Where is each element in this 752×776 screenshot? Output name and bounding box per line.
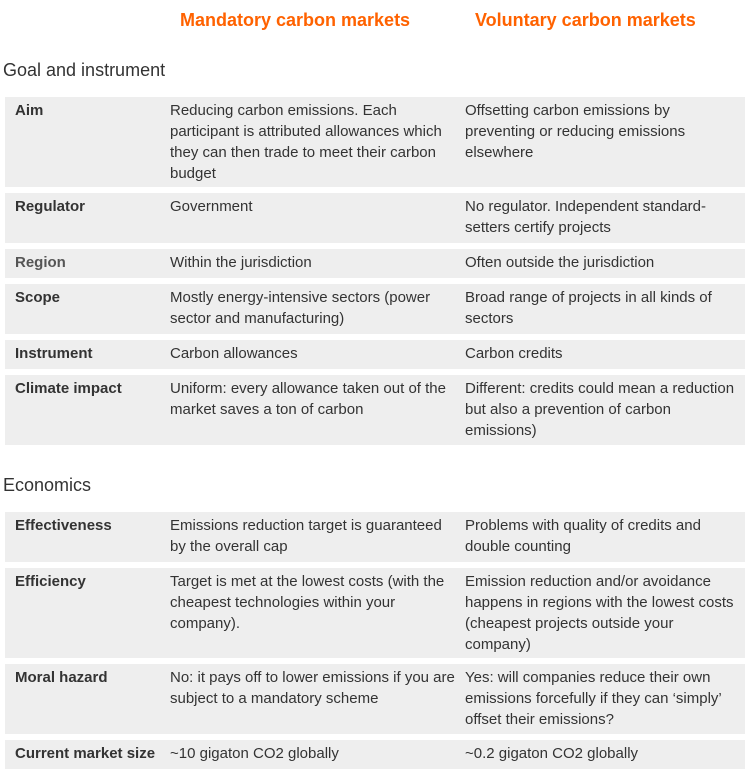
row-label: Region <box>15 254 66 271</box>
voluntary-cell: No regulator. Independent standard-setters certify projects <box>465 198 707 236</box>
table-row <box>5 97 745 187</box>
economics-table <box>5 512 745 775</box>
goal-table <box>5 97 745 451</box>
voluntary-cell: Yes: will companies reduce their own emissions forcefully if they can ‘simply’ offset their emissions? <box>465 669 722 728</box>
voluntary-cell: Different: credits could mean a reduction but also a prevention of carbon emissions) <box>465 380 735 439</box>
table-row <box>5 249 745 278</box>
mandatory-cell: Target is met at the lowest costs (with the cheapest technologies within your company). <box>170 573 445 632</box>
mandatory-cell: Mostly energy-intensive sectors (power sector and manufacturing) <box>170 289 431 327</box>
mandatory-cell: Uniform: every allowance taken out of the market saves a ton of carbon <box>170 380 446 418</box>
row-label: Instrument <box>15 345 93 362</box>
table-row <box>5 340 745 369</box>
column-header-voluntary: Voluntary carbon markets <box>475 10 696 30</box>
row-label: Scope <box>15 289 61 306</box>
mandatory-cell: Reducing carbon emissions. Each participant is attributed allowances which they can then trade to meet their carbon budget <box>170 102 442 182</box>
voluntary-cell: Often outside the jurisdiction <box>465 254 655 271</box>
table-row <box>5 193 745 243</box>
section-title-economics: Economics <box>3 475 92 495</box>
mandatory-cell: Emissions reduction target is guaranteed by the overall cap <box>170 517 442 555</box>
voluntary-cell: Emission reduction and/or avoidance happens in regions with the lowest costs (cheapest projects outside your company) <box>465 573 734 653</box>
mandatory-cell: Carbon allowances <box>170 345 298 362</box>
mandatory-cell: No: it pays off to lower emissions if you are subject to a mandatory scheme <box>170 669 455 707</box>
row-label: Regulator <box>15 198 86 215</box>
voluntary-cell: ~0.2 gigaton CO2 globally <box>465 745 639 762</box>
voluntary-cell: Broad range of projects in all kinds of sectors <box>465 289 712 327</box>
table-row <box>5 664 745 734</box>
table-row <box>5 512 745 562</box>
row-label: Effectiveness <box>15 517 112 534</box>
section-title-goal: Goal and instrument <box>3 60 166 80</box>
table-row <box>5 284 745 334</box>
voluntary-cell: Offsetting carbon emissions by preventing or reducing emissions elsewhere <box>465 102 686 161</box>
row-label: Moral hazard <box>15 669 108 686</box>
table-row <box>5 375 745 445</box>
row-label: Current market size <box>15 745 156 762</box>
mandatory-cell: ~10 gigaton CO2 globally <box>170 745 339 762</box>
mandatory-cell: Within the jurisdiction <box>170 254 312 271</box>
column-header-mandatory: Mandatory carbon markets <box>180 10 411 30</box>
table-row <box>5 568 745 658</box>
mandatory-cell: Government <box>170 198 253 215</box>
table-row <box>5 740 745 769</box>
row-label: Climate impact <box>15 380 122 397</box>
row-label: Aim <box>15 102 44 119</box>
voluntary-cell: Problems with quality of credits and double counting <box>465 517 701 555</box>
voluntary-cell: Carbon credits <box>465 345 563 362</box>
row-label: Efficiency <box>15 573 86 590</box>
